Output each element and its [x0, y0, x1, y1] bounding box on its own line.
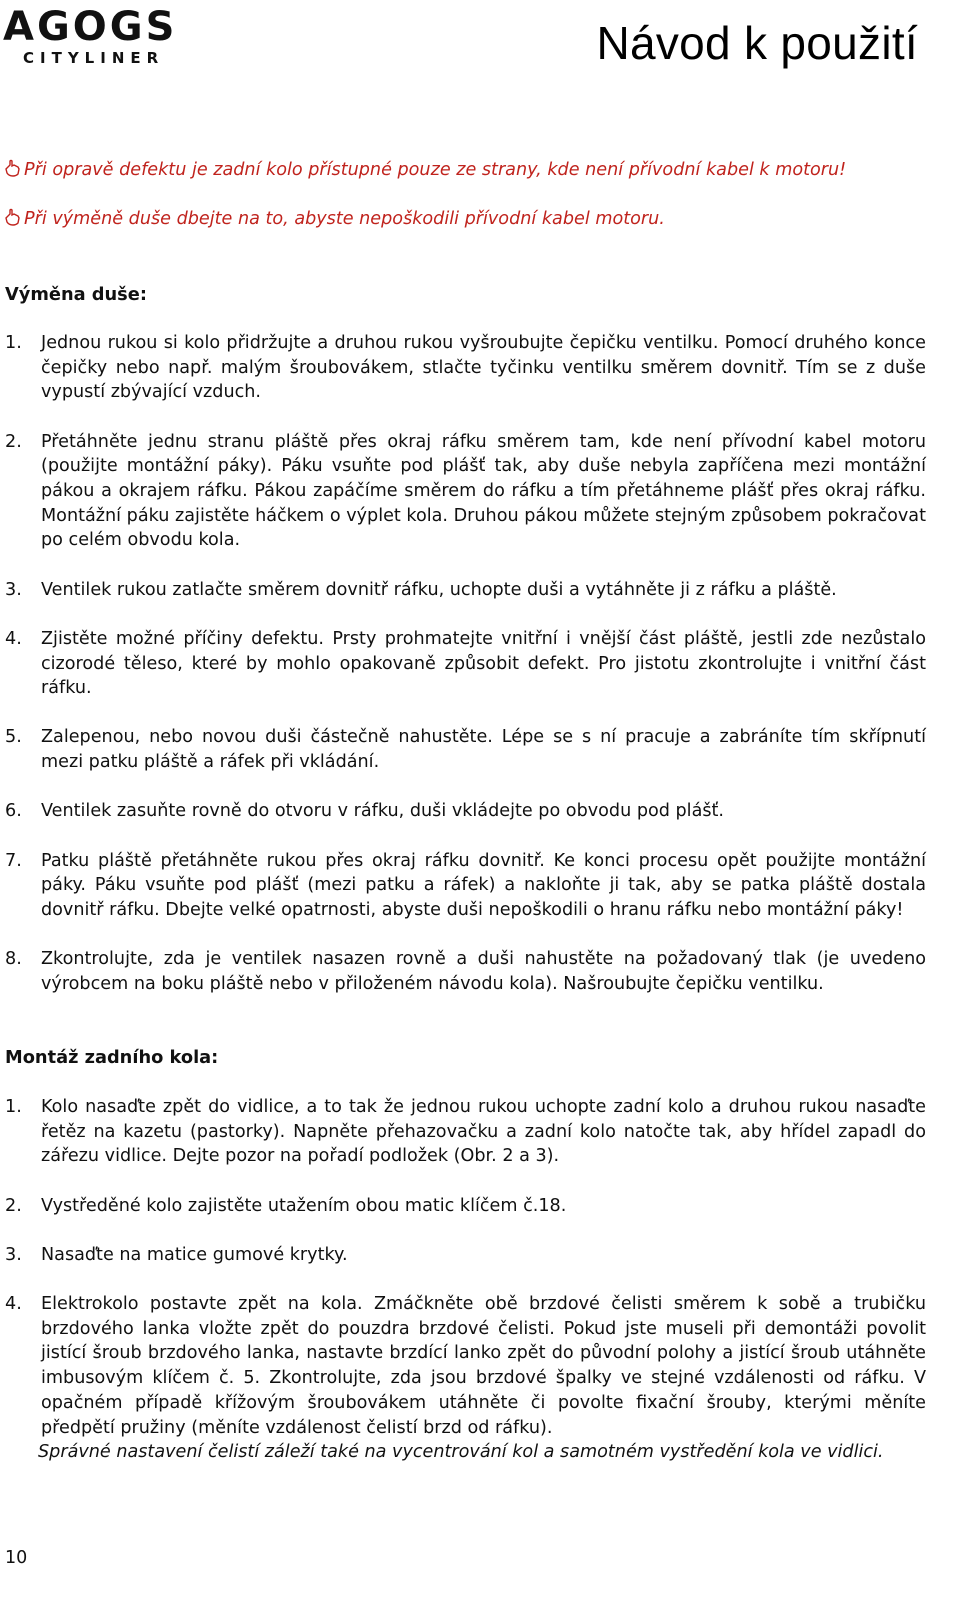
pointing-hand-icon	[4, 208, 22, 226]
pointing-hand-icon	[4, 159, 22, 177]
step-text: Zalepenou, nebo novou duši částečně nahustěte. Lépe se s ní pracuje a zabráníte tím skřípnutí mezi patku pláště a ráfek při vkládání.	[41, 727, 926, 773]
wheel-note: Správné nastavení čelistí záleží také na vycentrování kol a samotném vystředění kola ve vidlici.	[38, 1442, 884, 1462]
wheel-section-heading: Montáž zadního kola:	[5, 1047, 219, 1068]
step-item	[0, 331, 926, 405]
step-item	[0, 725, 926, 774]
step-item	[0, 799, 926, 824]
step-item	[0, 578, 926, 603]
step-number: 2.	[5, 431, 22, 452]
page-number: 10	[5, 1548, 28, 1568]
step-text: Zkontrolujte, zda je ventilek nasazen rovně a duši nahustěte na požadovaný tlak (je uvedeno výrobcem na boku pláště nebo v přiloženém návodu kola). Našroubujte čepičku ventilku.	[41, 949, 926, 994]
step-number: 1.	[5, 333, 22, 353]
step-text: Elektrokolo postavte zpět na kola. Zmáčkněte obě brzdové čelisti směrem k sobě a trubičku brzdového lanka vložte zpět do pouzdra brzdové čelisti. Pokud jste museli při demontáži povolit jistící šroub brzdového lanka, nastavte brzdící lanko zpět do původní polohy a jistící šroub utáhněte imbusovým klíčem č. 5. Zkontrolujte, zda jsou brzdové špalky ve stejné vzdálenosti od ráfku. V opačném případě křížovým šroubovákem utáhněte či povolte fixační šrouby, kterými měníte předpětí pružiny (měníte vzdálenost čelistí brzd od ráfku).	[41, 1294, 926, 1438]
step-item	[0, 1194, 926, 1219]
step-item	[0, 947, 926, 996]
step-number: 7.	[5, 850, 22, 871]
step-item	[0, 1095, 926, 1169]
step-item	[0, 849, 926, 923]
step-number: 2.	[5, 1195, 22, 1216]
warning-text: Při opravě defektu je zadní kolo přístupné pouze ze strany, kde není přívodní kabel k motoru!	[24, 160, 847, 180]
wheel-steps-list	[0, 1095, 926, 1440]
step-item	[0, 430, 926, 554]
step-text: Nasaďte na matice gumové krytky.	[41, 1244, 348, 1265]
step-item	[0, 627, 926, 701]
step-item	[0, 1292, 926, 1440]
step-number: 1.	[5, 1097, 22, 1117]
step-text: Ventilek rukou zatlačte směrem dovnitř ráfku, uchopte duši a vytáhněte ji z ráfku a pláště.	[41, 579, 837, 600]
step-number: 4.	[5, 1294, 22, 1315]
step-number: 5.	[5, 727, 22, 748]
tube-section-heading: Výměna duše:	[5, 284, 147, 305]
brand-logo	[3, 6, 233, 66]
step-text: Jednou rukou si kolo přidržujte a druhou rukou vyšroubujte čepičku ventilku. Pomocí druhého konce čepičky nebo např. malým šroubovákem, stlačte tyčinku ventilku směrem dovnitř. Tím se z duše vypustí zbývající vzduch.	[41, 333, 926, 403]
step-text: Ventilek zasuňte rovně do otvoru v ráfku, duši vkládejte po obvodu pod plášť.	[41, 801, 725, 822]
warning-text: Při výměně duše dbejte na to, abyste nepoškodili přívodní kabel motoru.	[24, 209, 665, 229]
step-number: 3.	[5, 1244, 22, 1265]
brand-top-text: AGOGS	[3, 6, 178, 50]
step-number: 6.	[5, 801, 22, 822]
step-text: Kolo nasaďte zpět do vidlice, a to tak že jednou rukou uchopte zadní kolo a druhou rukou nasaďte řetěz na kazetu (pastorky). Napněte přehazovačku a zadní kolo natočte tak, aby hřídel zapadl do zářezu vidlice. Dejte pozor na pořadí podložek (Obr. 2 a 3).	[41, 1097, 926, 1167]
warning-2	[4, 208, 665, 229]
step-text: Zjistěte možné příčiny defektu. Prsty prohmatejte vnitřní i vnější část pláště, jestli zde nezůstalo cizorodé těleso, které by mohlo opakovaně způsobit defekt. Pro jistotu zkontrolujte i vnitřní část ráfku.	[41, 628, 926, 699]
step-number: 8.	[5, 949, 22, 970]
step-text: Vystředěné kolo zajistěte utažením obou matic klíčem č.18.	[41, 1195, 567, 1216]
brand-bottom-text: CITYLINER	[23, 49, 165, 66]
page-title: Návod k použití	[596, 17, 918, 69]
step-number: 3.	[5, 579, 22, 600]
warning-1	[4, 159, 846, 180]
step-text: Přetáhněte jednu stranu pláště přes okraj ráfku směrem tam, kde není přívodní kabel motoru (použijte montážní páky). Páku vsuňte pod plášť tak, aby duše nebyla zapříčena mezi montážní pákou a okrajem ráfku. Pákou zapáčíme směrem do ráfku a tím přetáhneme plášť přes okraj ráfku. Montážní páku zajistěte háčkem o výplet kola. Druhou pákou můžete stejným způsobem pokračovat po celém obvodu kola.	[41, 431, 926, 551]
step-number: 4.	[5, 628, 22, 649]
tube-steps-list	[0, 331, 926, 997]
step-text: Patku pláště přetáhněte rukou přes okraj ráfku dovnitř. Ke konci procesu opět použijte montážní páky. Páku vsuňte pod plášť (mezi patku a ráfek) a nakloňte ji tak, aby se patka pláště dostala dovnitř ráfku. Dbejte velké opatrnosti, abyste duši nepoškodili o hranu ráfku nebo montážní páky!	[41, 850, 926, 920]
step-item	[0, 1243, 926, 1268]
